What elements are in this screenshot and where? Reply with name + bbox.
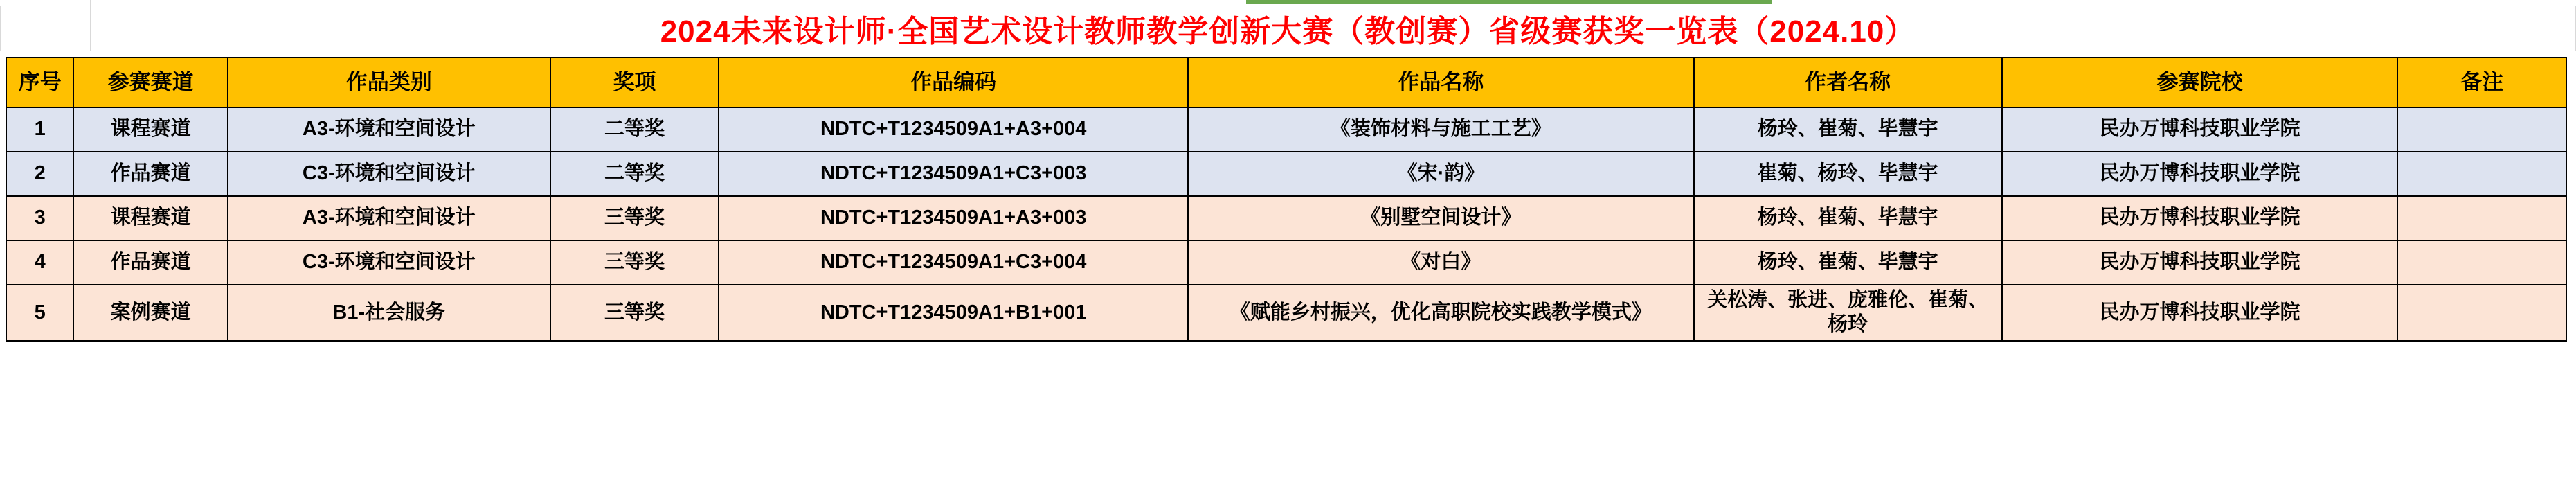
column-header-school: 参赛院校 (2002, 58, 2398, 107)
table-row (6, 196, 2566, 240)
column-header-award: 奖项 (550, 58, 719, 107)
cell-category: C3-环境和空间设计 (228, 240, 550, 285)
cell-authors: 崔菊、杨玲、毕慧宇 (1694, 152, 2002, 196)
cell-note (2397, 196, 2566, 240)
table-row (6, 107, 2566, 152)
column-header-track: 参赛赛道 (73, 58, 227, 107)
cell-authors: 关松涛、张进、庞雅伦、崔菊、杨玲 (1694, 285, 2002, 341)
cell-track: 课程赛道 (73, 107, 227, 152)
cell-award: 三等奖 (550, 240, 719, 285)
column-header-authors: 作者名称 (1694, 58, 2002, 107)
cell-school: 民办万博科技职业学院 (2002, 285, 2398, 341)
cell-category: C3-环境和空间设计 (228, 152, 550, 196)
cell-code: NDTC+T1234509A1+A3+003 (719, 196, 1188, 240)
cell-track: 作品赛道 (73, 152, 227, 196)
cell-note (2397, 152, 2566, 196)
cell-authors: 杨玲、崔菊、毕慧宇 (1694, 196, 2002, 240)
cell-category: B1-社会服务 (228, 285, 550, 341)
cell-authors: 杨玲、崔菊、毕慧宇 (1694, 107, 2002, 152)
cell-track: 案例赛道 (73, 285, 227, 341)
cell-track: 作品赛道 (73, 240, 227, 285)
column-header-name: 作品名称 (1188, 58, 1694, 107)
cell-code: NDTC+T1234509A1+C3+004 (719, 240, 1188, 285)
cell-award: 二等奖 (550, 107, 719, 152)
column-header-seq: 序号 (6, 58, 73, 107)
cell-seq: 4 (6, 240, 73, 285)
cell-category: A3-环境和空间设计 (228, 107, 550, 152)
cell-seq: 2 (6, 152, 73, 196)
cell-seq: 5 (6, 285, 73, 341)
table-row (6, 285, 2566, 341)
awards-table (6, 57, 2567, 342)
cell-seq: 1 (6, 107, 73, 152)
cell-note (2397, 107, 2566, 152)
table-row (6, 152, 2566, 196)
title-row (0, 6, 2576, 51)
cell-track: 课程赛道 (73, 196, 227, 240)
column-header-category: 作品类别 (228, 58, 550, 107)
page-title: 2024未来设计师·全国艺术设计教师教学创新大赛（教创赛）省级赛获奖一览表（2024.10） (660, 15, 1916, 48)
column-header-code: 作品编码 (719, 58, 1188, 107)
cell-award: 三等奖 (550, 196, 719, 240)
cell-name: 《宋·韵》 (1188, 152, 1694, 196)
cell-name: 《对白》 (1188, 240, 1694, 285)
cell-category: A3-环境和空间设计 (228, 196, 550, 240)
cell-school: 民办万博科技职业学院 (2002, 196, 2398, 240)
cell-award: 二等奖 (550, 152, 719, 196)
cell-code: NDTC+T1234509A1+B1+001 (719, 285, 1188, 341)
cell-school: 民办万博科技职业学院 (2002, 240, 2398, 285)
cell-authors: 杨玲、崔菊、毕慧宇 (1694, 240, 2002, 285)
selection-marker (1246, 0, 1772, 4)
table-row (6, 240, 2566, 285)
cell-award: 三等奖 (550, 285, 719, 341)
column-header-note: 备注 (2397, 58, 2566, 107)
cell-name: 《赋能乡村振兴，优化高职院校实践教学模式》 (1188, 285, 1694, 341)
cell-school: 民办万博科技职业学院 (2002, 152, 2398, 196)
cell-school: 民办万博科技职业学院 (2002, 107, 2398, 152)
cell-note (2397, 240, 2566, 285)
grid-line (90, 0, 91, 6)
cell-code: NDTC+T1234509A1+C3+003 (719, 152, 1188, 196)
cell-code: NDTC+T1234509A1+A3+004 (719, 107, 1188, 152)
cell-name: 《别墅空间设计》 (1188, 196, 1694, 240)
cell-name: 《装饰材料与施工工艺》 (1188, 107, 1694, 152)
cell-seq: 3 (6, 196, 73, 240)
table-header-row (6, 58, 2566, 107)
sheet-top-strip (0, 0, 2576, 6)
cell-note (2397, 285, 2566, 341)
